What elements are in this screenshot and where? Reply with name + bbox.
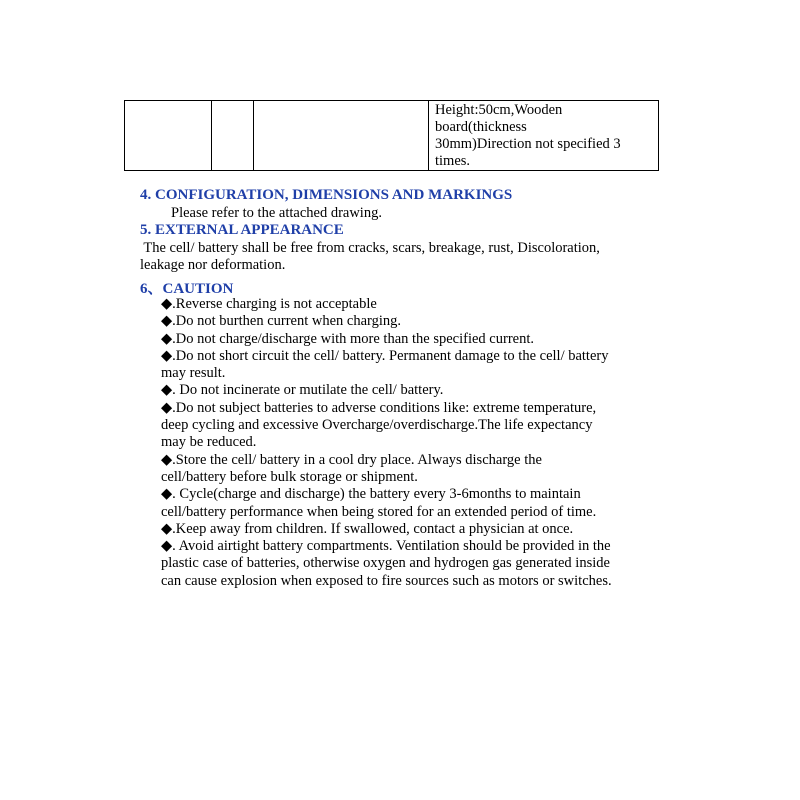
caution-item (161, 313, 612, 330)
table-cell-test-condition (429, 101, 659, 171)
cell-text-line: times. (435, 153, 471, 169)
cell-text-line: Height:50cm,Wooden (435, 102, 563, 118)
caution-item-line: ◆.Do not burthen current when charging. (161, 313, 402, 330)
caution-item-line: deep cycling and excessive Overcharge/overdischarge.The life expectancy (161, 417, 593, 434)
cell-text-line: 30mm)Direction not specified 3 (435, 136, 621, 152)
caution-item-line: plastic case of batteries, otherwise oxygen and hydrogen gas generated inside (161, 555, 610, 572)
caution-item (161, 382, 612, 399)
caution-item-line: ◆.Do not subject batteries to adverse conditions like: extreme temperature, (161, 399, 597, 416)
caution-list (161, 296, 612, 590)
caution-item-line: ◆.Store the cell/ battery in a cool dry place. Always discharge the (161, 451, 542, 468)
table-cell (125, 101, 212, 171)
caution-item-line: ◆.Reverse charging is not acceptable (161, 296, 377, 312)
caution-item-line: ◆.Keep away from children. If swallowed, contact a physician at once. (161, 520, 574, 537)
caution-item-line: can cause explosion when exposed to fire sources such as motors or switches. (161, 572, 612, 589)
caution-item-line: ◆.Do not charge/discharge with more than the specified current. (161, 330, 534, 347)
caution-item (161, 348, 612, 383)
caution-item-line: may result. (161, 365, 226, 382)
caution-item (161, 486, 612, 521)
section-5-text-line: leakage nor deformation. (140, 257, 286, 273)
caution-item-line: cell/battery performance when being stored for an extended period of time. (161, 503, 597, 520)
caution-item (161, 538, 612, 590)
caution-item (161, 521, 612, 538)
caution-item (161, 452, 612, 487)
caution-item-line: ◆. Avoid airtight battery compartments. Ventilation should be provided in the (161, 538, 611, 555)
caution-item-line: ◆.Do not short circuit the cell/ battery. Permanent damage to the cell/ battery (161, 347, 609, 364)
section-5-text-line: The cell/ battery shall be free from cracks, scars, breakage, rust, Discoloration, (140, 240, 600, 256)
caution-item (161, 400, 612, 452)
section-4-heading: 4. CONFIGURATION, DIMENSIONS AND MARKINGS (140, 187, 513, 203)
caution-item-line: ◆. Cycle(charge and discharge) the battery every 3-6months to maintain (161, 486, 581, 503)
cell-text-line: board(thickness (435, 119, 527, 135)
section-6-heading: 6、CAUTION (140, 281, 234, 297)
caution-item (161, 331, 612, 348)
caution-item-line: may be reduced. (161, 434, 257, 451)
section-4-text: Please refer to the attached drawing. (171, 205, 382, 221)
table-row (125, 101, 659, 171)
caution-item (161, 296, 612, 313)
caution-item-line: ◆. Do not incinerate or mutilate the cell/ battery. (161, 382, 444, 399)
table-cell (212, 101, 254, 171)
section-5-heading: 5. EXTERNAL APPEARANCE (140, 222, 344, 238)
spec-table-fragment (124, 100, 659, 171)
table-cell (254, 101, 429, 171)
caution-item-line: cell/battery before bulk storage or shipment. (161, 468, 418, 485)
